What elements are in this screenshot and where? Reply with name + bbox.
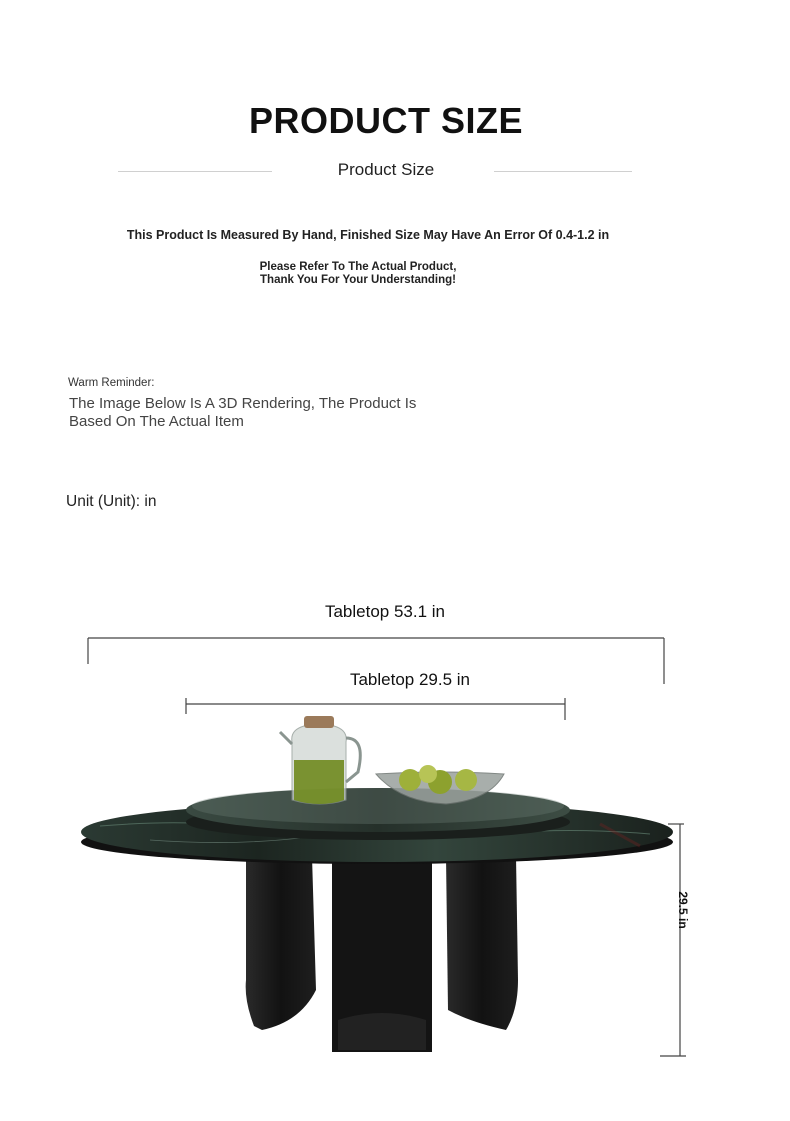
height-label: 29.5 in [676, 891, 690, 929]
refer-note-line-1: Please Refer To The Actual Product, [259, 261, 457, 273]
reminder-label: Warm Reminder: [68, 377, 155, 389]
subtitle: Product Size [337, 160, 435, 179]
unit-label: Unit (Unit): in [66, 493, 157, 510]
page-title: PRODUCT SIZE [248, 100, 523, 141]
tabletop-outer-label: Tabletop 53.1 in [324, 602, 446, 621]
reminder-line-2: Based On The Actual Item [69, 413, 244, 430]
lazy-susan [186, 788, 570, 840]
inner-dimension-line [186, 698, 565, 720]
tabletop-inner-label: Tabletop 29.5 in [349, 670, 471, 689]
table-legs [246, 856, 518, 1052]
measurement-note: This Product Is Measured By Hand, Finished Size May Have An Error Of 0.4-1.2 in [126, 228, 610, 242]
refer-note-line-2: Thank You For Your Understanding! [260, 274, 456, 286]
height-dimension-line [660, 824, 686, 1056]
reminder-line-1: The Image Below Is A 3D Rendering, The Product Is [69, 395, 417, 412]
